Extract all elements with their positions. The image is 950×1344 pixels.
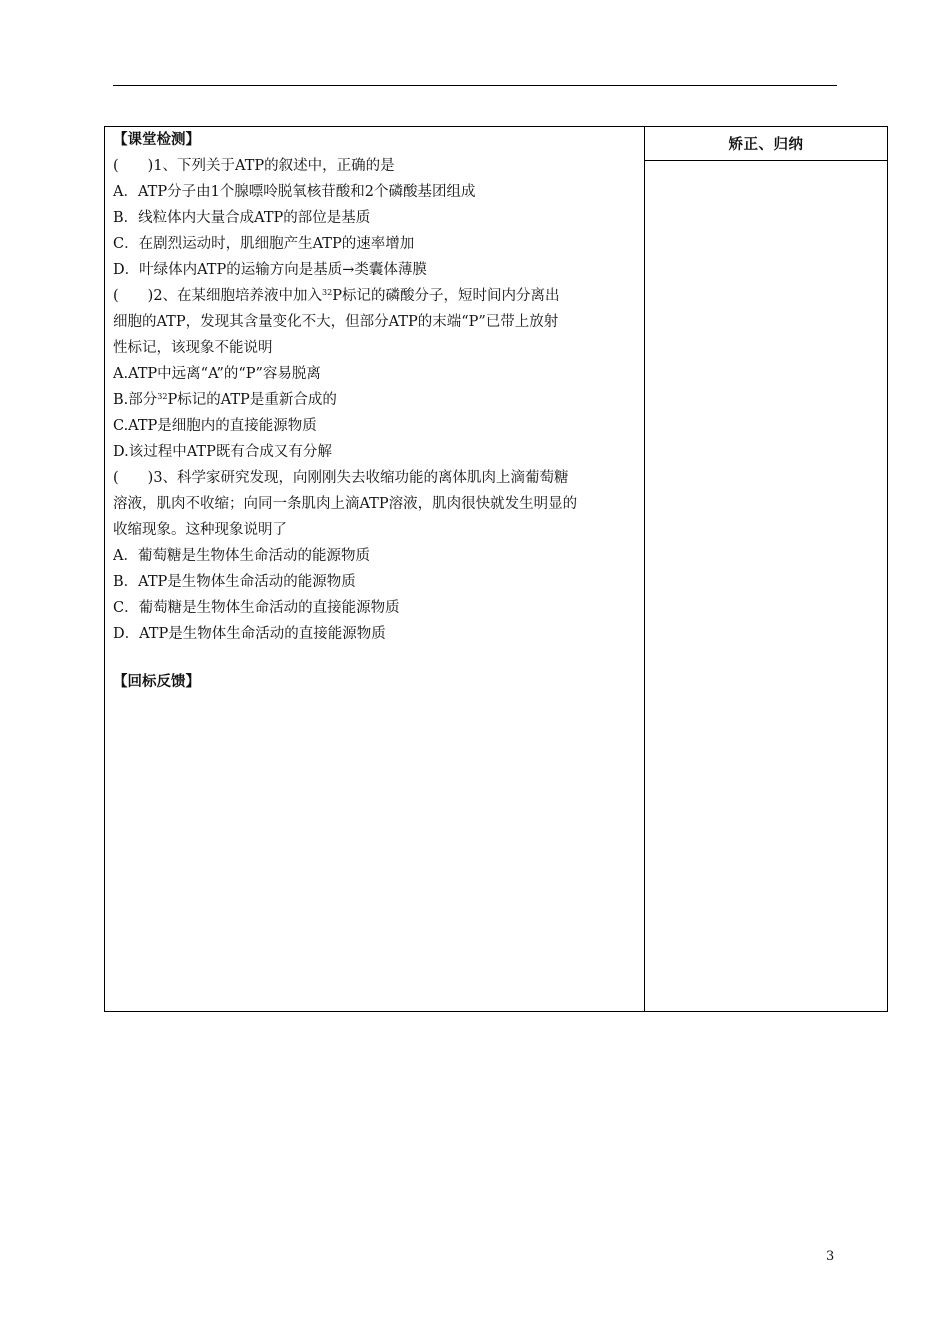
question-3-option-c: C．葡萄糖是生物体生命活动的直接能源物质 [113, 600, 400, 616]
question-1-option-d: D．叶绿体内ATP的运输方向是基质→类囊体薄膜 [113, 262, 427, 278]
question-3-stem-line-1: ( )3、科学家研究发现，向刚刚失去收缩功能的离体肌肉上滴葡萄糖 [113, 470, 569, 486]
notes-column [645, 127, 887, 1011]
question-2-stem-line-3: 性标记，该现象不能说明 [113, 340, 273, 356]
isotope-superscript: 32 [157, 392, 168, 401]
page-number: 3 [826, 1249, 835, 1264]
question-1-stem: ( )1、下列关于ATP的叙述中，正确的是 [113, 158, 395, 174]
question-2-stem-line-2: 细胞的ATP，发现其含量变化不大，但部分ATP的末端“P”已带上放射 [113, 314, 559, 330]
question-3-stem-line-2: 溶液，肌肉不收缩；向同一条肌肉上滴ATP溶液，肌肉很快就发生明显的 [113, 496, 578, 512]
question-2-option-b-post: P标记的ATP是重新合成的 [167, 392, 337, 408]
question-3-option-a: A．葡萄糖是生物体生命活动的能源物质 [113, 548, 370, 564]
question-3-option-b: B．ATP是生物体生命活动的能源物质 [113, 574, 356, 590]
question-2-stem-part-b: P标记的磷酸分子，短时间内分离出 [332, 288, 560, 304]
notes-column-header: 矫正、归纳 [645, 127, 887, 161]
question-2-option-b-pre: B.部分 [113, 392, 158, 408]
main-content [113, 127, 641, 695]
main-column [105, 127, 645, 1011]
spacer [113, 647, 641, 669]
question-3-stem-line-3: 收缩现象。这种现象说明了 [113, 522, 287, 538]
question-1-option-b: B．线粒体内大量合成ATP的部位是基质 [113, 210, 371, 226]
question-2-stem-line-1 [113, 283, 641, 309]
section-heading-classroom-test: 【课堂检测】 [113, 131, 200, 148]
question-1-option-a: A．ATP分子由1个腺嘌呤脱氧核苷酸和2个磷酸基团组成 [113, 184, 476, 200]
question-2-stem-part-a: ( )2、在某细胞培养液中加入 [113, 288, 323, 304]
question-2-option-d: D.该过程中ATP既有合成又有分解 [113, 444, 332, 460]
question-2-option-b [113, 387, 641, 413]
question-3-option-d: D．ATP是生物体生命活动的直接能源物质 [113, 626, 386, 642]
header-rule [113, 85, 837, 86]
question-2-option-c: C.ATP是细胞内的直接能源物质 [113, 418, 317, 434]
isotope-superscript: 32 [322, 288, 333, 297]
question-1-option-c: C．在剧烈运动时，肌细胞产生ATP的速率增加 [113, 236, 415, 252]
question-2-option-a: A.ATP中远离“A”的“P”容易脱离 [113, 366, 321, 382]
worksheet-table [104, 126, 888, 1012]
section-heading-feedback: 【回标反馈】 [113, 673, 200, 690]
